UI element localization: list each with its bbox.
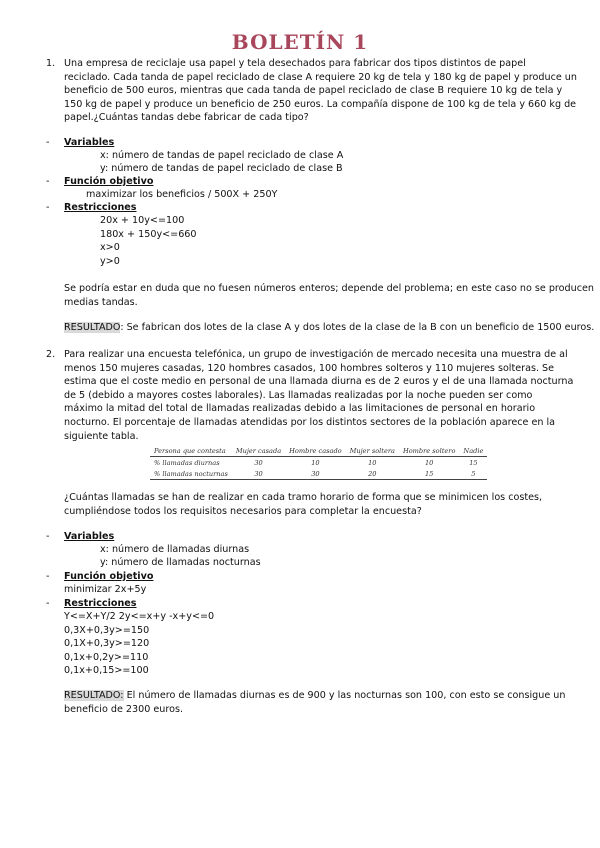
- note-line: medias tandas.: [64, 296, 138, 308]
- table-header-cell: Nadie: [459, 445, 487, 457]
- constraint: y>0: [100, 255, 120, 267]
- result-text: El número de llamadas diurnas es de 900 y las nocturnas son 100, con esto se consigue un: [123, 690, 566, 701]
- result-2: [64, 689, 565, 716]
- table-cell: % llamadas diurnas: [154, 458, 220, 467]
- constraint: x>0: [100, 242, 120, 254]
- result-text: : Se fabrican dos lotes de la clase A y dos lotes de la clase de la B con un beneficio de 1500 euros.: [120, 322, 595, 333]
- statement-line: reciclado. Cada tanda de papel reciclado de clase A requiere 20 kg de tela y 180 kg de papel y produce un: [64, 71, 577, 83]
- table-cell: 15: [469, 458, 478, 467]
- bullet: -: [46, 531, 50, 542]
- table-cell: 30: [232, 468, 285, 480]
- calls-percentage-table: [150, 445, 487, 480]
- statement-line: máximo la mitad del total de llamadas realizadas debido a las limitaciones de personal en horario: [64, 403, 536, 415]
- statement-line: Una empresa de reciclaje usa papel y tela desechados para fabricar dos tipos distintos de papel: [64, 58, 526, 69]
- statement-line: de 5 (debido a mayores costes laborales). Las llamadas realizadas por la noche pueden ser como: [64, 389, 533, 401]
- statement-line: papel.¿Cuántas tandas debe fabricar de cada tipo?: [64, 112, 309, 124]
- objective-heading: Función objetivo: [64, 176, 154, 187]
- constraint: Y<=X+Y/2 2y<=x+y -x+y<=0: [64, 611, 215, 622]
- table-cell: 10: [311, 458, 320, 467]
- constraint: 20x + 10y<=100: [100, 215, 185, 226]
- problem-1-number: 1.: [46, 58, 56, 69]
- statement-line: estima que el coste medio en personal de una llamada diurna es de 2 euros y el de una llamada nocturna: [64, 376, 574, 388]
- statement-line: beneficio de 500 euros, mientras que cada tanda de papel reciclado de clase B requiere 10 kg de tela y: [64, 85, 563, 97]
- objective-function: maximizar los beneficios / 500X + 250Y: [86, 189, 278, 200]
- variables-heading: Variables: [64, 137, 115, 148]
- variable-x: x: número de tandas de papel reciclado de clase A: [100, 150, 344, 161]
- statement-line: 150 kg de papel y produce un beneficio de 250 euros. La compañía dispone de 100 kg de tela y 660 kg de: [64, 98, 577, 110]
- bullet: -: [46, 137, 50, 148]
- result-1: [64, 321, 594, 335]
- statement-line: Para realizar una encuesta telefónica, un grupo de investigación de mercado necesita una muestra de al: [64, 349, 568, 360]
- table-header-cell: Mujer soltera: [346, 445, 399, 457]
- bullet: -: [46, 202, 50, 213]
- table-header-cell: Mujer casada: [232, 445, 285, 457]
- table-header-cell: Hombre casado: [285, 445, 345, 457]
- question-line: cumpliéndose todos los requisitos necesarios para completar la encuesta?: [64, 505, 422, 517]
- table-row: [150, 457, 487, 469]
- constraint: 0,1x+0,15>=100: [64, 665, 149, 677]
- constraints-list: [64, 610, 214, 678]
- problem-2-number: 2.: [46, 349, 56, 360]
- table-cell: 30: [254, 458, 263, 467]
- objective-function: minimizar 2x+5y: [64, 584, 147, 595]
- table-header-cell: Persona que contesta: [150, 445, 232, 457]
- table-cell: 30: [285, 468, 345, 480]
- table-cell: 5: [459, 468, 487, 480]
- note-paragraph: [64, 282, 594, 309]
- table-cell: 10: [424, 458, 434, 467]
- page-title: BOLETÍN 1: [231, 30, 369, 54]
- statement-line: siguiente tabla.: [64, 430, 139, 442]
- statement-line: menos 150 mujeres casadas, 120 hombres casados, 100 hombres solteros y 110 mujeres solteras. Se: [64, 362, 555, 374]
- variables-heading: Variables: [64, 531, 115, 542]
- statement-line: nocturno. El porcentaje de llamadas atendidas por los distintos sectores de la población aparece en la: [64, 416, 556, 428]
- constraint: 0,1x+0,2y>=110: [64, 651, 149, 663]
- table-cell: 15: [399, 468, 459, 480]
- table-header-cell: Hombre soltero: [399, 445, 459, 457]
- constraint: 180x + 150y<=660: [100, 228, 197, 240]
- table-cell: % llamadas nocturnas: [150, 468, 232, 480]
- table-cell: 10: [368, 458, 377, 467]
- note-line: Se podría estar en duda que no fuesen números enteros; depende del problema; en este caso no se producen: [64, 283, 594, 294]
- variable-x: x: número de llamadas diurnas: [100, 544, 250, 555]
- table-cell: 20: [346, 468, 399, 480]
- problem-1-statement: [64, 57, 577, 125]
- bullet: -: [46, 176, 50, 187]
- objective-heading: Función objetivo: [64, 571, 154, 582]
- table-header-row: [150, 445, 487, 457]
- constraints-heading: Restricciones: [64, 202, 137, 213]
- constraint: 0,3X+0,3y>=150: [64, 624, 150, 636]
- problem-2-statement: [64, 348, 573, 443]
- question-line: ¿Cuántas llamadas se han de realizar en cada tramo horario de forma que se minimicen los costes,: [64, 492, 543, 503]
- variable-y: y: número de tandas de papel reciclado de clase B: [100, 163, 343, 174]
- problem-2-question: [64, 491, 542, 518]
- constraint: 0,1X+0,3y>=120: [64, 638, 150, 650]
- bullet: -: [46, 571, 50, 582]
- result-label: RESULTADO: [64, 322, 121, 333]
- variable-y: y: número de llamadas nocturnas: [100, 557, 261, 568]
- constraints-list: [100, 214, 197, 268]
- constraints-heading: Restricciones: [64, 598, 137, 609]
- bullet: -: [46, 598, 50, 609]
- table-row: [150, 468, 487, 480]
- result-text: beneficio de 2300 euros.: [64, 703, 184, 715]
- result-label: RESULTADO:: [64, 690, 124, 701]
